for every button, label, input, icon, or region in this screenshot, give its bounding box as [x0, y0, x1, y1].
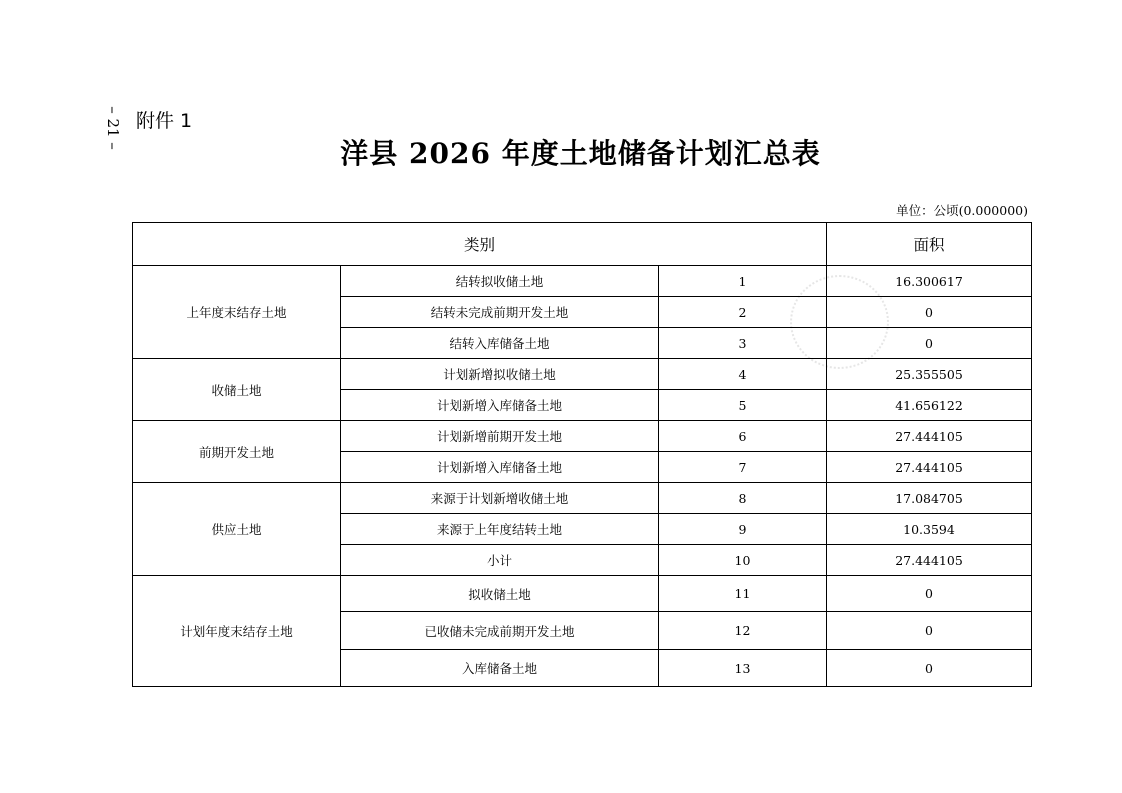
row-number-cell: 6	[659, 421, 827, 452]
page-number-text: – 21 –	[104, 106, 122, 150]
item-cell: 计划新增入库储备土地	[341, 452, 659, 483]
group-name-cell: 上年度末结存土地	[133, 266, 341, 359]
table-row	[133, 576, 1032, 612]
row-number-cell: 2	[659, 297, 827, 328]
area-value-cell: 0	[827, 297, 1032, 328]
page-title: 洋县 2026 年度土地储备计划汇总表	[340, 137, 821, 170]
group-name-cell: 前期开发土地	[133, 421, 341, 483]
area-value-cell: 0	[827, 612, 1032, 650]
item-cell: 入库储备土地	[341, 650, 659, 687]
item-cell: 已收储未完成前期开发土地	[341, 612, 659, 650]
item-cell: 小计	[341, 545, 659, 576]
area-value-cell: 41.656122	[827, 390, 1032, 421]
row-number-cell: 1	[659, 266, 827, 297]
row-number-cell: 11	[659, 576, 827, 612]
area-value-cell: 17.084705	[827, 483, 1032, 514]
row-number-cell: 7	[659, 452, 827, 483]
unit-label: 单位：公顷(0.000000)	[896, 203, 1028, 218]
table-row	[133, 483, 1032, 514]
header-area: 面积	[827, 223, 1032, 266]
row-number-cell: 9	[659, 514, 827, 545]
area-value-cell: 0	[827, 576, 1032, 612]
table-header-row	[133, 223, 1032, 266]
row-number-cell: 13	[659, 650, 827, 687]
item-cell: 计划新增拟收储土地	[341, 359, 659, 390]
group-name-cell: 供应土地	[133, 483, 341, 576]
area-value-cell: 25.355505	[827, 359, 1032, 390]
group-name-cell: 收储土地	[133, 359, 341, 421]
table-row	[133, 266, 1032, 297]
row-number-cell: 12	[659, 612, 827, 650]
area-value-cell: 0	[827, 650, 1032, 687]
attachment-label: 附件 1	[136, 110, 193, 132]
area-value-cell: 27.444105	[827, 545, 1032, 576]
group-name-cell: 计划年度末结存土地	[133, 576, 341, 687]
row-number-cell: 10	[659, 545, 827, 576]
header-category: 类别	[133, 223, 827, 266]
item-cell: 拟收储土地	[341, 576, 659, 612]
item-cell: 来源于上年度结转土地	[341, 514, 659, 545]
table-row	[133, 359, 1032, 390]
item-cell: 结转拟收储土地	[341, 266, 659, 297]
table-row	[133, 421, 1032, 452]
area-value-cell: 16.300617	[827, 266, 1032, 297]
item-cell: 计划新增入库储备土地	[341, 390, 659, 421]
item-cell: 计划新增前期开发土地	[341, 421, 659, 452]
row-number-cell: 8	[659, 483, 827, 514]
area-value-cell: 27.444105	[827, 421, 1032, 452]
row-number-cell: 4	[659, 359, 827, 390]
item-cell: 来源于计划新增收储土地	[341, 483, 659, 514]
item-cell: 结转未完成前期开发土地	[341, 297, 659, 328]
area-value-cell: 0	[827, 328, 1032, 359]
area-value-cell: 27.444105	[827, 452, 1032, 483]
row-number-cell: 5	[659, 390, 827, 421]
area-value-cell: 10.3594	[827, 514, 1032, 545]
item-cell: 结转入库储备土地	[341, 328, 659, 359]
row-number-cell: 3	[659, 328, 827, 359]
summary-table	[132, 222, 1032, 687]
